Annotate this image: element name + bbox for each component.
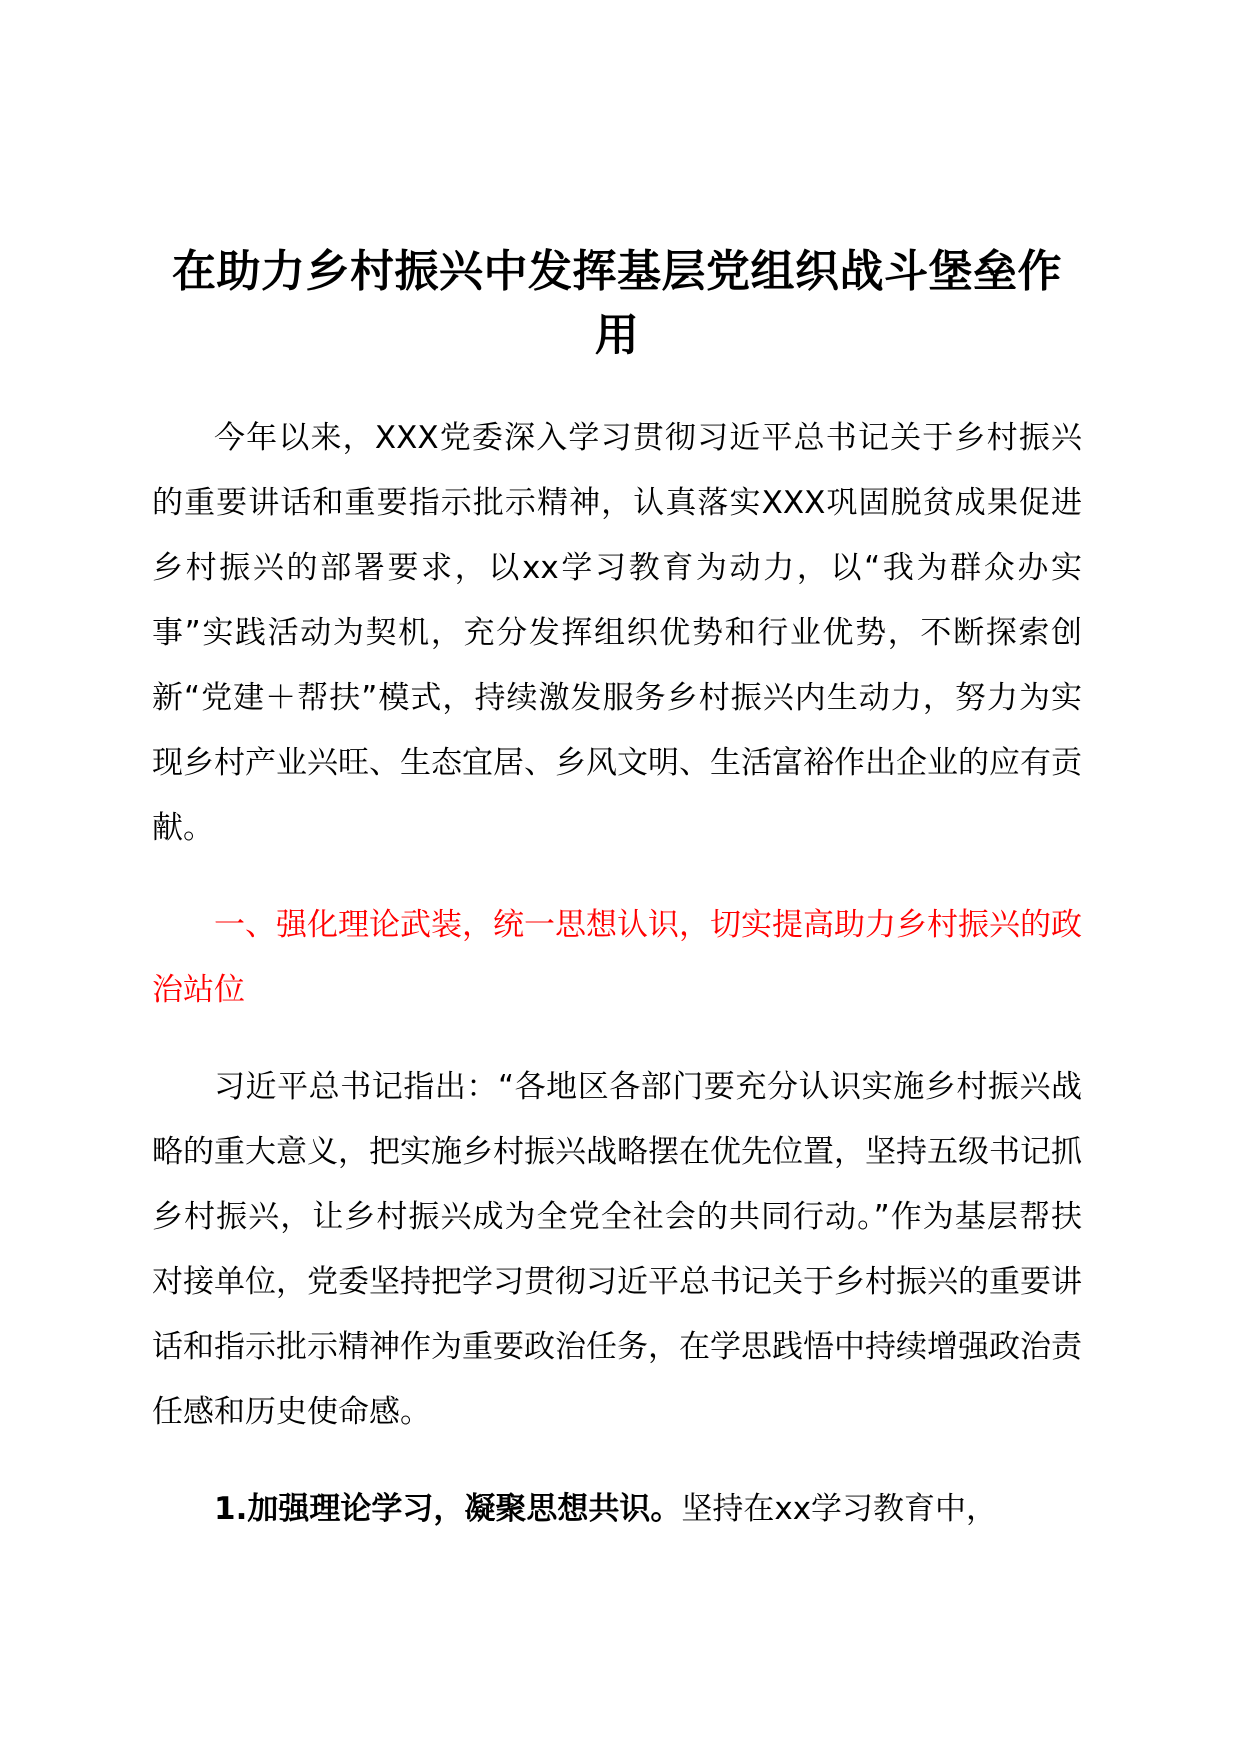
item-1-heading: 1.加强理论学习，凝聚思想共识。 [214, 1491, 682, 1527]
document-title: 在助力乡村振兴中发挥基层党组织战斗堡垒作用 [172, 246, 1062, 361]
section-1-heading: 一、强化理论武装，统一思想认识，切实提高助力乡村振兴的政治站位 [152, 907, 1082, 1008]
intro-paragraph: 今年以来，XXX党委深入学习贯彻习近平总书记关于乡村振兴的重要讲话和重要指示批示精神，认真落实XXX巩固脱贫成果促进乡村振兴的部署要求，以xx学习教育为动力，以“我为群众办实事”实践活动为契机，充分发挥组织优势和行业优势，不断探索创新“党建＋帮扶”模式，持续激发服务乡村振兴内生动力，努力为实现乡村产业兴旺、生态宜居、乡风文明、生活富裕作出企业的应有贡献。 [152, 420, 1082, 846]
item-1-text: 坚持在xx学习教育中， [681, 1491, 998, 1527]
item-1-paragraph [152, 1477, 1082, 1542]
section-1-paragraph: 习近平总书记指出：“各地区各部门要充分认识实施乡村振兴战略的重大意义，把实施乡村振兴战略摆在优先位置，坚持五级书记抓乡村振兴，让乡村振兴成为全党全社会的共同行动。”作为基层帮扶对接单位，党委坚持把学习贯彻习近平总书记关于乡村振兴的重要讲话和指示批示精神作为重要政治任务，在学思践悟中持续增强政治责任感和历史使命感。 [152, 1069, 1082, 1430]
document-body [152, 240, 1082, 1542]
